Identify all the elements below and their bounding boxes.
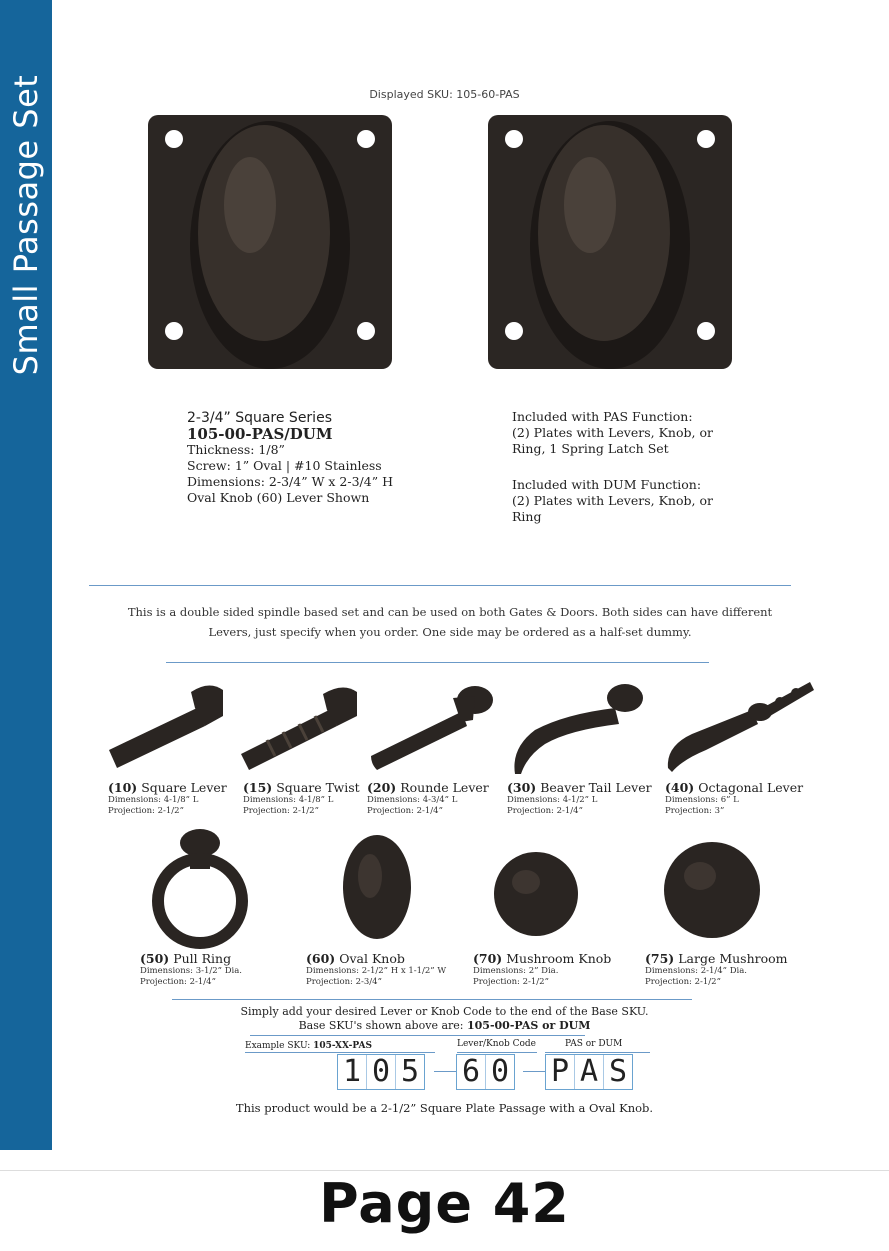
- lever-dimensions: Dimensions: 4-1/2” L: [507, 795, 598, 805]
- lever-name: (20) Rounde Lever: [367, 780, 489, 795]
- sku-digit: P: [550, 1054, 570, 1089]
- knob-projection: Projection: 2-3/4”: [306, 977, 382, 987]
- sku-connector: [523, 1071, 545, 1072]
- lever-item-30: [507, 780, 652, 817]
- spec-dimensions: Dimensions: 2-3/4” W x 2-3/4” H: [187, 474, 393, 489]
- function-underline: [545, 1052, 650, 1053]
- knob-name: (60) Oval Knob: [306, 951, 405, 966]
- octagonal-lever-image: [662, 676, 822, 776]
- mushroom-knob-image: [492, 850, 580, 938]
- lever-projection: Projection: 2-1/4”: [367, 806, 443, 816]
- sku-digit: 0: [366, 1055, 395, 1089]
- page-number: Page 42: [319, 1172, 570, 1235]
- square-twist-image: [237, 678, 362, 773]
- sku-box-base: [337, 1054, 425, 1090]
- pas-line-1: (2) Plates with Levers, Knob, or: [512, 425, 713, 440]
- divider-top: [89, 585, 791, 586]
- code-underline: [457, 1052, 537, 1053]
- ordering-rule: [250, 1035, 585, 1036]
- spec-block: [187, 410, 393, 506]
- beaver-tail-lever-image: [505, 678, 650, 778]
- knob-item-50: [140, 951, 242, 988]
- plate-image-left: [146, 113, 394, 371]
- description-line-1: This is a double sided spindle based set and can be used on both Gates & Doors. Both sides can have different: [127, 605, 773, 619]
- base-sku: 105-00-PAS/DUM: [187, 425, 333, 443]
- lever-dimensions: Dimensions: 4-1/8” L: [108, 795, 199, 805]
- pull-ring-image: [138, 825, 262, 949]
- knob-item-75: [645, 951, 788, 988]
- lever-item-15: [243, 780, 360, 817]
- lever-item-20: [367, 780, 489, 817]
- dum-line-2: Ring: [512, 509, 542, 524]
- lever-dimensions: Dimensions: 6” L: [665, 795, 739, 805]
- lever-name: (15) Square Twist: [243, 780, 360, 795]
- code-label: Lever/Knob Code: [457, 1039, 537, 1049]
- sku-box-function: [545, 1054, 633, 1090]
- lever-projection: Projection: 2-1/2”: [243, 806, 319, 816]
- function-label: PAS or DUM: [565, 1039, 623, 1049]
- knob-dimensions: Dimensions: 2-1/4” Dia.: [645, 966, 748, 976]
- knob-name: (75) Large Mushroom: [645, 951, 788, 966]
- series-title: 2-3/4” Square Series: [187, 410, 332, 426]
- lever-dimensions: Dimensions: 4-1/8” L: [243, 795, 334, 805]
- ordering-summary: This product would be a 2-1/2” Square Plate Passage with a Oval Knob.: [235, 1101, 654, 1115]
- divider-middle: [166, 662, 709, 663]
- knob-dimensions: Dimensions: 3-1/2” Dia.: [140, 966, 243, 976]
- sku-digit: 1: [342, 1054, 362, 1089]
- lever-name: (10) Square Lever: [108, 780, 227, 795]
- dum-title: Included with DUM Function:: [512, 477, 702, 492]
- knob-dimensions: Dimensions: 2-1/2” H x 1-1/2” W: [306, 966, 447, 976]
- included-block: [512, 409, 713, 525]
- pas-line-2: Ring, 1 Spring Latch Set: [512, 441, 669, 456]
- lever-name: (30) Beaver Tail Lever: [507, 780, 652, 795]
- knob-projection: Projection: 2-1/4”: [140, 977, 216, 987]
- spec-shown: Oval Knob (60) Lever Shown: [187, 490, 370, 505]
- base-sku-note: Base SKU's shown above are: 105-00-PAS or DUM: [298, 1019, 591, 1032]
- sku-digit: 5: [395, 1055, 424, 1089]
- oval-knob-image: [340, 832, 414, 942]
- knob-item-60: [306, 951, 446, 988]
- lever-projection: Projection: 3”: [665, 806, 725, 816]
- example-underline: [245, 1052, 435, 1053]
- knob-name: (70) Mushroom Knob: [473, 951, 612, 966]
- sku-connector: [434, 1071, 456, 1072]
- description: [100, 602, 800, 642]
- example-sku-label: Example SKU: 105-XX-PAS: [245, 1041, 372, 1051]
- knob-projection: Projection: 2-1/2”: [473, 977, 549, 987]
- large-mushroom-image: [662, 840, 762, 940]
- divider-bottom: [172, 999, 692, 1000]
- plate-image-right: [486, 113, 734, 371]
- lever-dimensions: Dimensions: 4-3/4” L: [367, 795, 458, 805]
- sku-digit: 6: [461, 1054, 481, 1089]
- sku-digit: S: [603, 1055, 632, 1089]
- rounde-lever-image: [365, 678, 495, 773]
- knob-name: (50) Pull Ring: [140, 951, 232, 966]
- lever-name: (40) Octagonal Lever: [665, 780, 804, 795]
- description-line-2: Levers, just specify when you order. One side may be ordered as a half-set dummy.: [208, 625, 692, 639]
- knob-projection: Projection: 2-1/2”: [645, 977, 721, 987]
- sidebar-band: [0, 0, 52, 1150]
- lever-projection: Projection: 2-1/2”: [108, 806, 184, 816]
- displayed-sku-caption: Displayed SKU: 105-60-PAS: [369, 88, 520, 101]
- spec-thickness: Thickness: 1/8”: [187, 442, 285, 457]
- spec-screw: Screw: 1” Oval | #10 Stainless: [187, 458, 382, 473]
- sku-digit: 0: [485, 1055, 514, 1089]
- section-title: Small Passage Set: [7, 74, 45, 376]
- lever-item-40: [665, 780, 803, 817]
- knob-dimensions: Dimensions: 2” Dia.: [473, 966, 559, 976]
- square-lever-image: [105, 678, 230, 773]
- sku-digit: A: [574, 1055, 603, 1089]
- sku-box-code: [456, 1054, 515, 1090]
- knob-item-70: [473, 951, 611, 988]
- pas-title: Included with PAS Function:: [512, 409, 693, 424]
- ordering-instruction: Simply add your desired Lever or Knob Code to the end of the Base SKU.: [240, 1005, 649, 1018]
- lever-item-10: [108, 780, 227, 817]
- dum-line-1: (2) Plates with Levers, Knob, or: [512, 493, 713, 508]
- lever-projection: Projection: 2-1/4”: [507, 806, 583, 816]
